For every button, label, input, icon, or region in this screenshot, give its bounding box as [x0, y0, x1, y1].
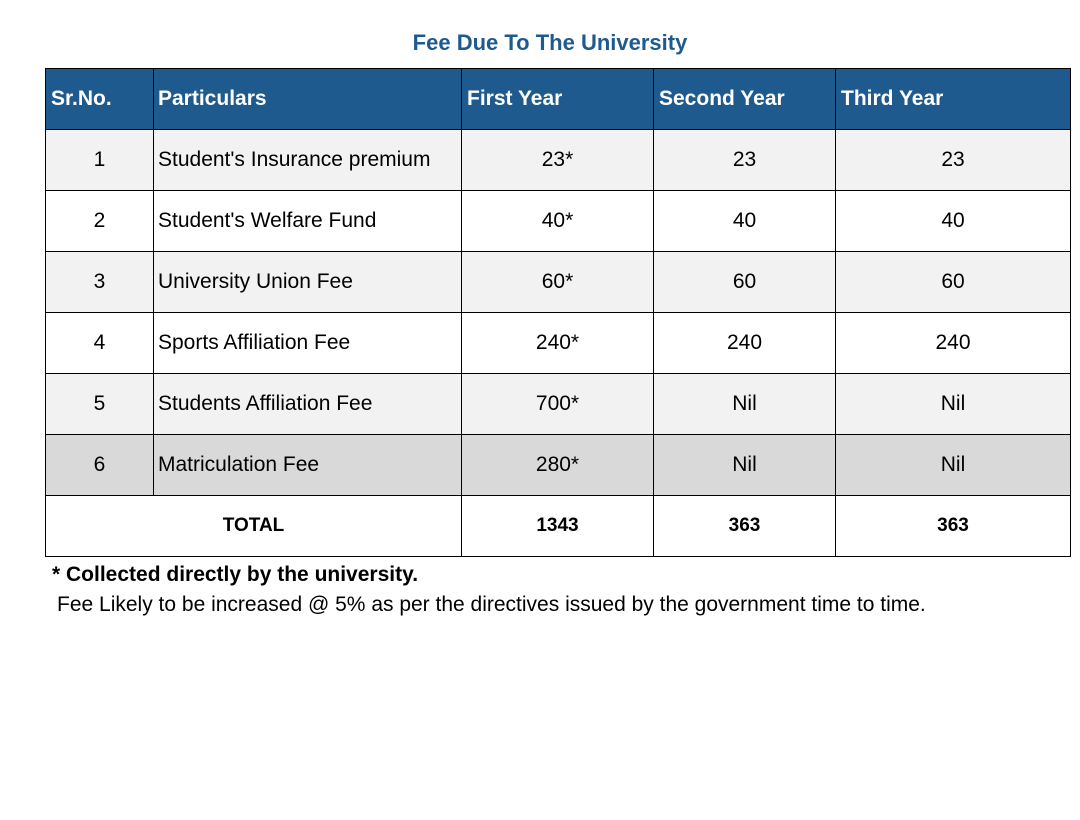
table-row [46, 252, 1071, 313]
cell-third-year: 40 [836, 191, 1071, 252]
table-row [46, 313, 1071, 374]
cell-third-year: 60 [836, 252, 1071, 313]
cell-second-year: Nil [654, 374, 836, 435]
cell-sr-no: 5 [46, 374, 154, 435]
cell-particulars: Matriculation Fee [154, 435, 462, 496]
cell-sr-no: 1 [46, 130, 154, 191]
cell-second-year: 60 [654, 252, 836, 313]
table-row [46, 435, 1071, 496]
total-row [46, 496, 1071, 557]
cell-particulars: University Union Fee [154, 252, 462, 313]
cell-third-year: Nil [836, 374, 1071, 435]
cell-third-year: 240 [836, 313, 1071, 374]
cell-third-year: Nil [836, 435, 1071, 496]
header-sr-no: Sr.No. [46, 69, 154, 130]
cell-first-year: 700* [462, 374, 654, 435]
cell-particulars: Students Affiliation Fee [154, 374, 462, 435]
collected-note: * Collected directly by the university. [52, 563, 419, 586]
total-second-year: 363 [654, 496, 836, 557]
table-row [46, 374, 1071, 435]
table-row [46, 130, 1071, 191]
cell-second-year: 23 [654, 130, 836, 191]
header-particulars: Particulars [154, 69, 462, 130]
cell-particulars: Student's Welfare Fund [154, 191, 462, 252]
cell-first-year: 23* [462, 130, 654, 191]
total-first-year: 1343 [462, 496, 654, 557]
cell-particulars: Student's Insurance premium [154, 130, 462, 191]
cell-second-year: 40 [654, 191, 836, 252]
total-third-year: 363 [836, 496, 1071, 557]
cell-sr-no: 4 [46, 313, 154, 374]
header-third-year: Third Year [836, 69, 1071, 130]
header-first-year: First Year [462, 69, 654, 130]
cell-sr-no: 6 [46, 435, 154, 496]
page-title: Fee Due To The University [412, 30, 688, 55]
cell-sr-no: 2 [46, 191, 154, 252]
fee-table [45, 68, 1071, 557]
cell-first-year: 280* [462, 435, 654, 496]
header-second-year: Second Year [654, 69, 836, 130]
cell-particulars: Sports Affiliation Fee [154, 313, 462, 374]
cell-second-year: 240 [654, 313, 836, 374]
cell-first-year: 40* [462, 191, 654, 252]
cell-first-year: 240* [462, 313, 654, 374]
cell-first-year: 60* [462, 252, 654, 313]
total-label: TOTAL [46, 496, 462, 557]
increase-note: Fee Likely to be increased @ 5% as per the directives issued by the government time to time. [57, 593, 926, 616]
cell-sr-no: 3 [46, 252, 154, 313]
table-header-row [46, 69, 1071, 130]
cell-second-year: Nil [654, 435, 836, 496]
table-row [46, 191, 1071, 252]
cell-third-year: 23 [836, 130, 1071, 191]
